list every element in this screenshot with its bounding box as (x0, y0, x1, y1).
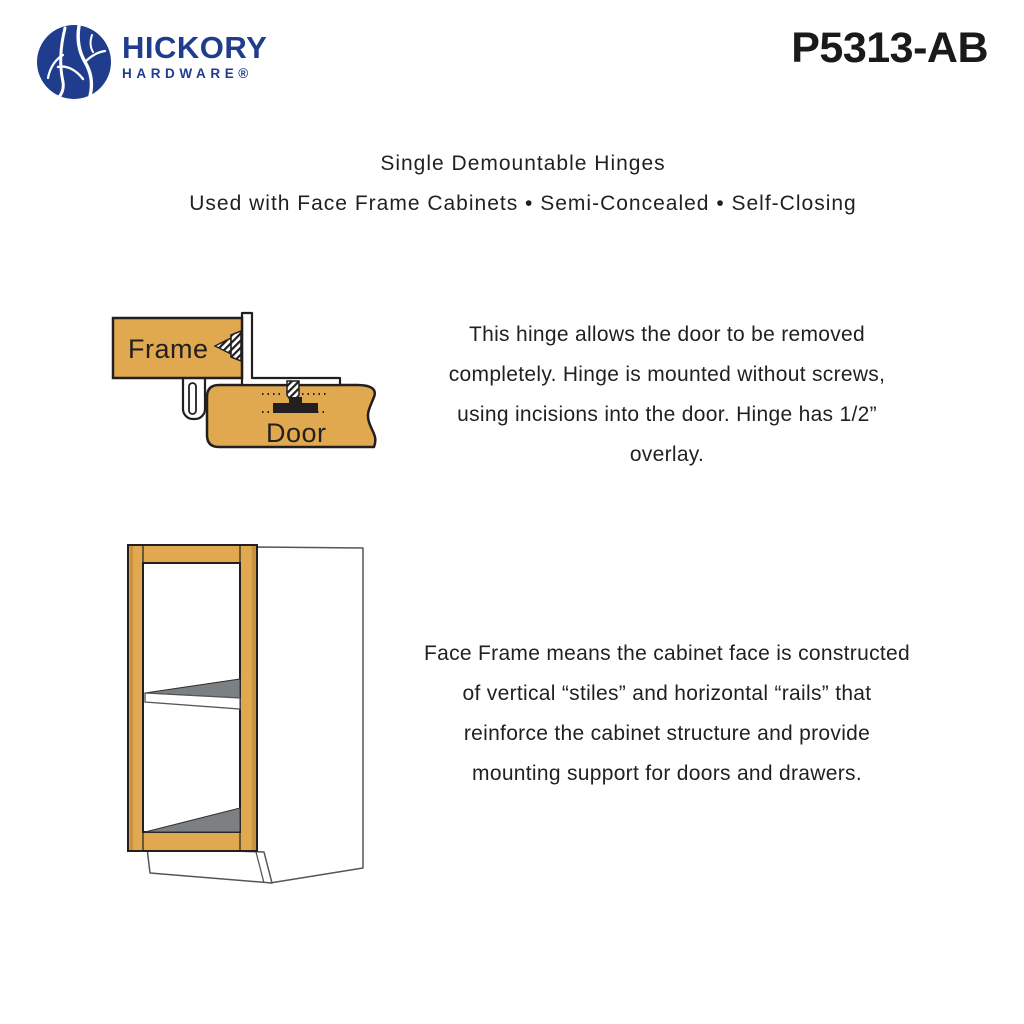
product-code: P5313-AB (791, 24, 988, 72)
paragraph-line: of vertical “stiles” and horizontal “rails” that (462, 682, 872, 705)
title-block (23, 144, 1023, 224)
paragraph-line: using incisions into the door. Hinge has 1/2” (457, 403, 877, 426)
face-frame-paragraph (360, 634, 974, 794)
brand-name-primary: HICKORY (122, 30, 268, 65)
paragraph-line: reinforce the cabinet structure and provide (463, 722, 871, 745)
paragraph-line: Face Frame means the cabinet face is constructed (424, 642, 910, 665)
hinge-paragraph (360, 315, 974, 475)
title-line-1: Single Demountable Hinges (380, 152, 666, 175)
hickory-mark-icon (34, 22, 114, 102)
paragraph-line: This hinge allows the door to be removed (468, 323, 866, 346)
door-label: Door (266, 418, 327, 448)
brand-logo (34, 22, 267, 102)
brand-name-secondary: HARDWARE® (122, 66, 253, 81)
hinge-frame-shape (113, 318, 242, 378)
cabinet-side-panel (257, 547, 363, 883)
cabinet-toe-kick (147, 848, 272, 883)
brand-wordmark (122, 22, 267, 81)
hinge-strap-shape (242, 313, 340, 385)
paragraph-line: overlay. (629, 443, 705, 466)
paragraph-line: mounting support for doors and drawers. (472, 762, 862, 785)
title-line-2: Used with Face Frame Cabinets • Semi-Concealed • Self-Closing (189, 192, 857, 215)
frame-label: Frame (128, 334, 209, 364)
cabinet-diagram (105, 535, 375, 895)
paragraph-line: completely. Hinge is mounted without screws, (448, 363, 886, 386)
hinge-diagram (105, 305, 395, 465)
